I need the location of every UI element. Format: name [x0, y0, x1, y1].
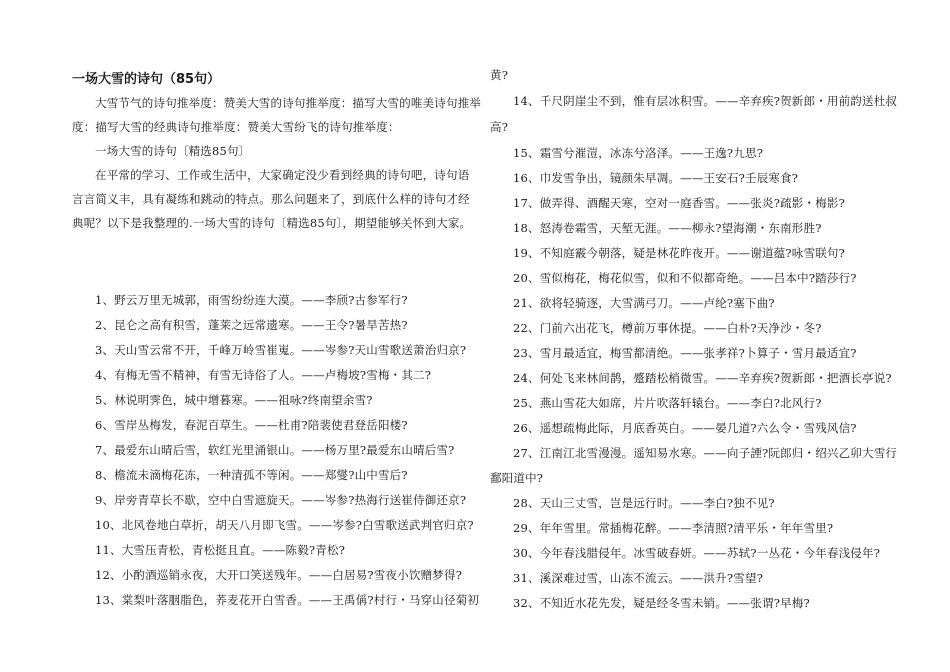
poem-line: 25、燕山雪花大如席，片片吹落轩辕台。——李白?北风行?: [513, 396, 822, 410]
poem-line: 28、天山三丈雪，岂是远行时。——李白?独不见?: [513, 496, 775, 510]
poem-line: 27、江南江北雪漫漫。遥知易水寒。——向子諲?阮郎归・绍兴乙卯大雪行: [513, 446, 898, 460]
poem-line: 15、霜雪兮漼溰，冰冻兮洛泽。——王逸?九思?: [513, 146, 764, 160]
poem-line: 20、雪似梅花，梅花似雪，似和不似都奇绝。——吕本中?踏莎行?: [513, 271, 857, 285]
intro-line: 典呢？以下是我整理的.一场大雪的诗句〔精选85句〕，期望能够关怀到大家。: [72, 216, 472, 230]
poem-line: 13、棠梨叶落胭脂色，荞麦花开白雪香。——王禹偁?村行・马穿山径菊初: [95, 593, 480, 607]
intro-line: 大雪节气的诗句推举度：赞美大雪的诗句推举度：描写大雪的唯美诗句推举: [95, 96, 482, 110]
poem-line: 19、不知庭霰今朝落，疑是林花昨夜开。——谢道蕴?咏雪联句?: [513, 246, 845, 260]
intro-line: 在平常的学习、工作或生活中，大家确定没少看到经典的诗句吧，诗句语: [95, 168, 470, 182]
poem-line: 24、何处飞来林间鹊，蹙踏松梢微雪。——辛弃疾?贺新郎・把酒长亭说?: [513, 371, 892, 385]
poem-line: 黄?: [490, 68, 509, 82]
poem-line: 5、林说明霁色，城中增暮寒。——祖咏?终南望余雪?: [95, 393, 373, 407]
poem-line: 6、雪岸丛梅发，春泥百草生。——杜甫?陪裴使君登岳阳楼?: [95, 418, 408, 432]
poem-line: 30、今年春浅腊侵年。冰雪破春妍。——苏轼?一丛花・今年春浅侵年?: [513, 546, 881, 560]
poem-line: 2、昆仑之高有积雪，蓬莱之远常遗寒。——王令?暑旱苦热?: [95, 318, 408, 332]
subtitle-line: 一场大雪的诗句〔精选85句〕: [95, 144, 251, 158]
poem-line: 10、北风卷地白草折，胡天八月即飞雪。——岑参?白雪歌送武判官归京?: [95, 518, 474, 532]
poem-line: 8、檐流未滴梅花冻，一种清孤不等闲。——郑燮?山中雪后?: [95, 468, 408, 482]
intro-line: 言言简义丰，具有凝练和跳动的特点。那么问题来了，到底什么样的诗句才经: [72, 192, 470, 206]
poem-line: 16、巾发雪争出，镜颜朱早凋。——王安石?壬辰寒食?: [513, 171, 799, 185]
poem-line: 4、有梅无雪不精神，有雪无诗俗了人。——卢梅坡?雪梅・其二?: [95, 368, 432, 382]
poem-line: 32、不知近水花先发，疑是经冬雪未销。——张谓?早梅?: [513, 596, 810, 610]
poem-line: 18、怒涛卷霜雪，天堑无涯。——柳永?望海潮・东南形胜?: [513, 221, 822, 235]
poem-line: 高?: [490, 120, 509, 134]
poem-line: 9、岸旁青草长不歇，空中白雪遮旋天。——岑参?热海行送崔侍御还京?: [95, 493, 467, 507]
poem-line: 21、欲将轻骑逐，大雪满弓刀。——卢纶?塞下曲?: [513, 296, 775, 310]
poem-line: 22、门前六出花飞，樽前万事休提。——白朴?天净沙・冬?: [513, 321, 822, 335]
poem-line: 11、大雪压青松，青松挺且直。——陈毅?青松?: [95, 543, 346, 557]
poem-line: 31、溪深难过雪，山冻不流云。——洪升?雪望?: [513, 571, 764, 585]
poem-line: 7、最爱东山晴后雪，软红光里涌银山。——杨万里?最爱东山晴后雪?: [95, 443, 455, 457]
poem-line: 26、遥想疏梅此际，月底香英白。——晏几道?六么令・雪残风信?: [513, 421, 857, 435]
poem-line: 14、千尺阴崖尘不到，惟有层冰积雪。——辛弃疾?贺新郎・用前韵送杜叔: [513, 94, 898, 108]
document-title: 一场大雪的诗句（85句）: [72, 72, 221, 87]
poem-line: 3、天山雪云常不开，千峰万岭雪崔嵬。——岑参?天山雪歌送萧治归京?: [95, 343, 467, 357]
poem-line: 12、小酌酒巡销永夜，大开口笑送残年。——白居易?雪夜小饮赠梦得?: [95, 568, 463, 582]
poem-line: 23、雪月最适宜，梅雪都清绝。——张孝祥?卜算子・雪月最适宜?: [513, 346, 857, 360]
poem-line: 29、年年雪里。常插梅花醉。——李清照?清平乐・年年雪里?: [513, 521, 834, 535]
poem-line: 鄱阳道中?: [490, 471, 544, 485]
intro-line: 度：描写大雪的经典诗句推举度：赞美大雪纷飞的诗句推举度：: [72, 120, 400, 134]
poem-line: 1、野云万里无城郭，雨雪纷纷连大漠。——李颀?古参军行?: [95, 293, 408, 307]
poem-line: 17、做弄得、酒醒天寒，空对一庭香雪。——张炎?疏影・梅影?: [513, 196, 845, 210]
